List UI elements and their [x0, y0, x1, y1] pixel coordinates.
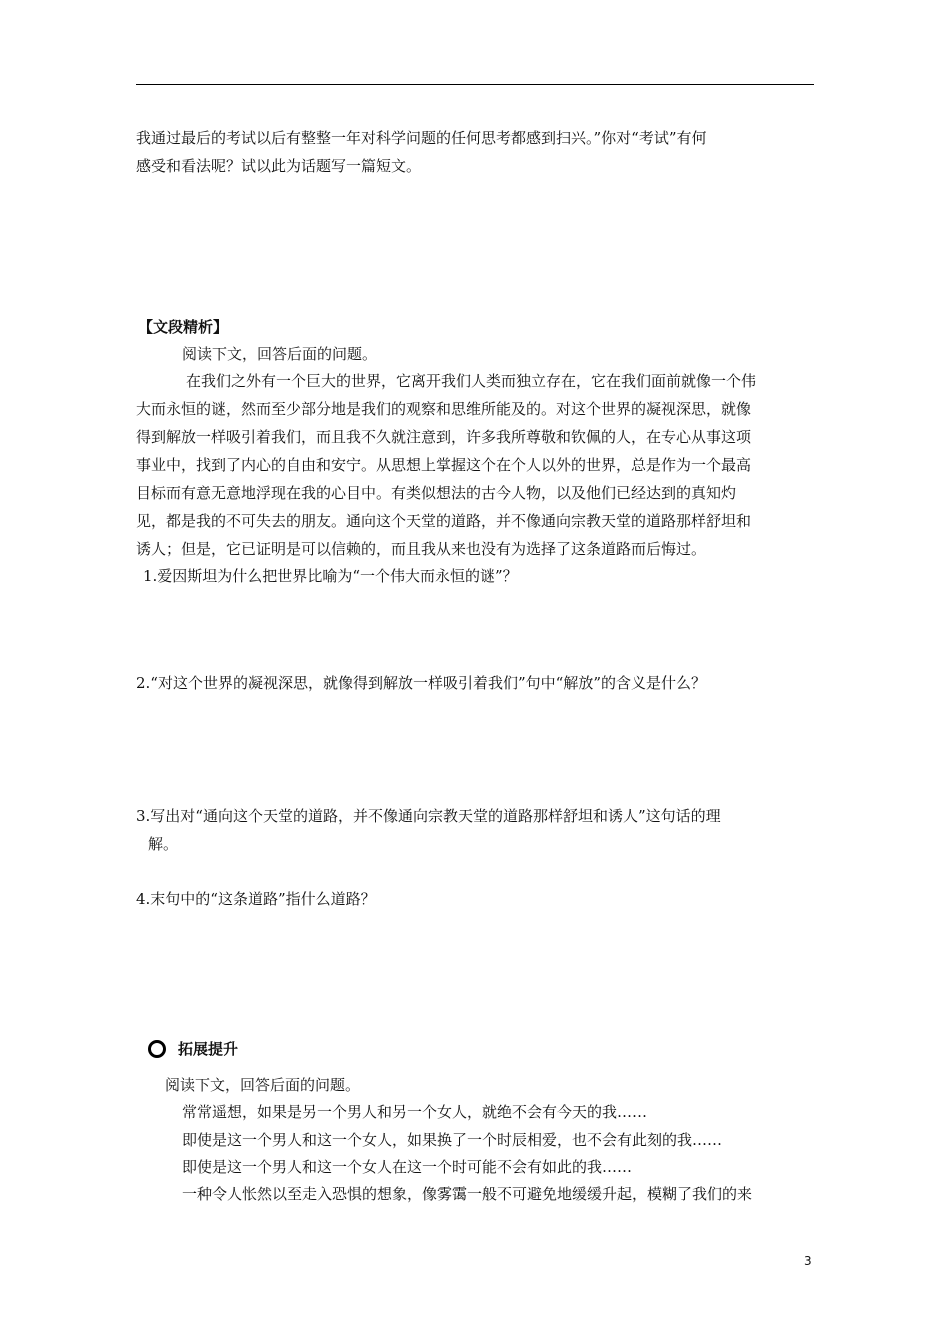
section-heading-extension: 拓展提升	[178, 1040, 239, 1058]
intro-line-1: 我通过最后的考试以后有整整一年对科学问题的任何思考都感到扫兴。”你对“考试”有何	[136, 129, 707, 147]
section1-instruction: 阅读下文，回答后面的问题。	[182, 345, 378, 363]
intro-line-2: 感受和看法呢？试以此为话题写一篇短文。	[136, 157, 422, 175]
section-heading-analysis: 【文段精析】	[138, 318, 229, 336]
passage-line-6: 见，都是我的不可失去的朋友。通向这个天堂的道路，并不像通向宗教天堂的道路那样舒坦和	[136, 512, 752, 530]
passage-line-3: 得到解放一样吸引着我们，而且我不久就注意到，许多我所尊敬和钦佩的人，在专心从事这项	[136, 428, 752, 446]
question-4: 4.末句中的“这条道路”指什么道路？	[136, 890, 376, 908]
question-1: 1.爱因斯坦为什么把世界比喻为“一个伟大而永恒的谜”？	[143, 567, 518, 585]
passage-line-4: 事业中，找到了内心的自由和安宁。从思想上掌握这个在个人以外的世界，总是作为一个最高	[136, 456, 752, 474]
passage-line-7: 诱人；但是，它已证明是可以信赖的，而且我从来也没有为选择了这条道路而后悔过。	[136, 540, 707, 558]
circle-icon	[148, 1040, 166, 1058]
question-3-line-2: 解。	[148, 835, 179, 853]
section2-instruction: 阅读下文，回答后面的问题。	[165, 1076, 361, 1094]
passage-line-2: 大而永恒的谜，然而至少部分地是我们的观察和思维所能及的。对这个世界的凝视深思，就像	[136, 400, 752, 418]
passage-line-1: 在我们之外有一个巨大的世界，它离开我们人类而独立存在，它在我们面前就像一个伟	[186, 372, 757, 390]
page-number: 3	[804, 1254, 812, 1268]
question-2: 2.“对这个世界的凝视深思，就像得到解放一样吸引着我们”句中“解放”的含义是什么？	[136, 674, 706, 692]
section2-line-1: 常常遥想，如果是另一个男人和另一个女人，就绝不会有今天的我……	[182, 1103, 648, 1121]
section2-line-2: 即使是这一个男人和这一个女人，如果换了一个时辰相爱，也不会有此刻的我……	[182, 1131, 723, 1149]
header-rule	[136, 84, 814, 85]
question-3-line-1: 3.写出对“通向这个天堂的道路，并不像通向宗教天堂的道路那样舒坦和诱人”这句话的理	[136, 807, 721, 825]
passage-line-5: 目标而有意无意地浮现在我的心目中。有类似想法的古今人物，以及他们已经达到的真知灼	[136, 484, 737, 502]
section2-line-4: 一种令人怅然以至走入恐惧的想象，像雾霭一般不可避免地缓缓升起，模糊了我们的来	[182, 1185, 753, 1203]
section2-line-3: 即使是这一个男人和这一个女人在这一个时可能不会有如此的我……	[182, 1158, 633, 1176]
